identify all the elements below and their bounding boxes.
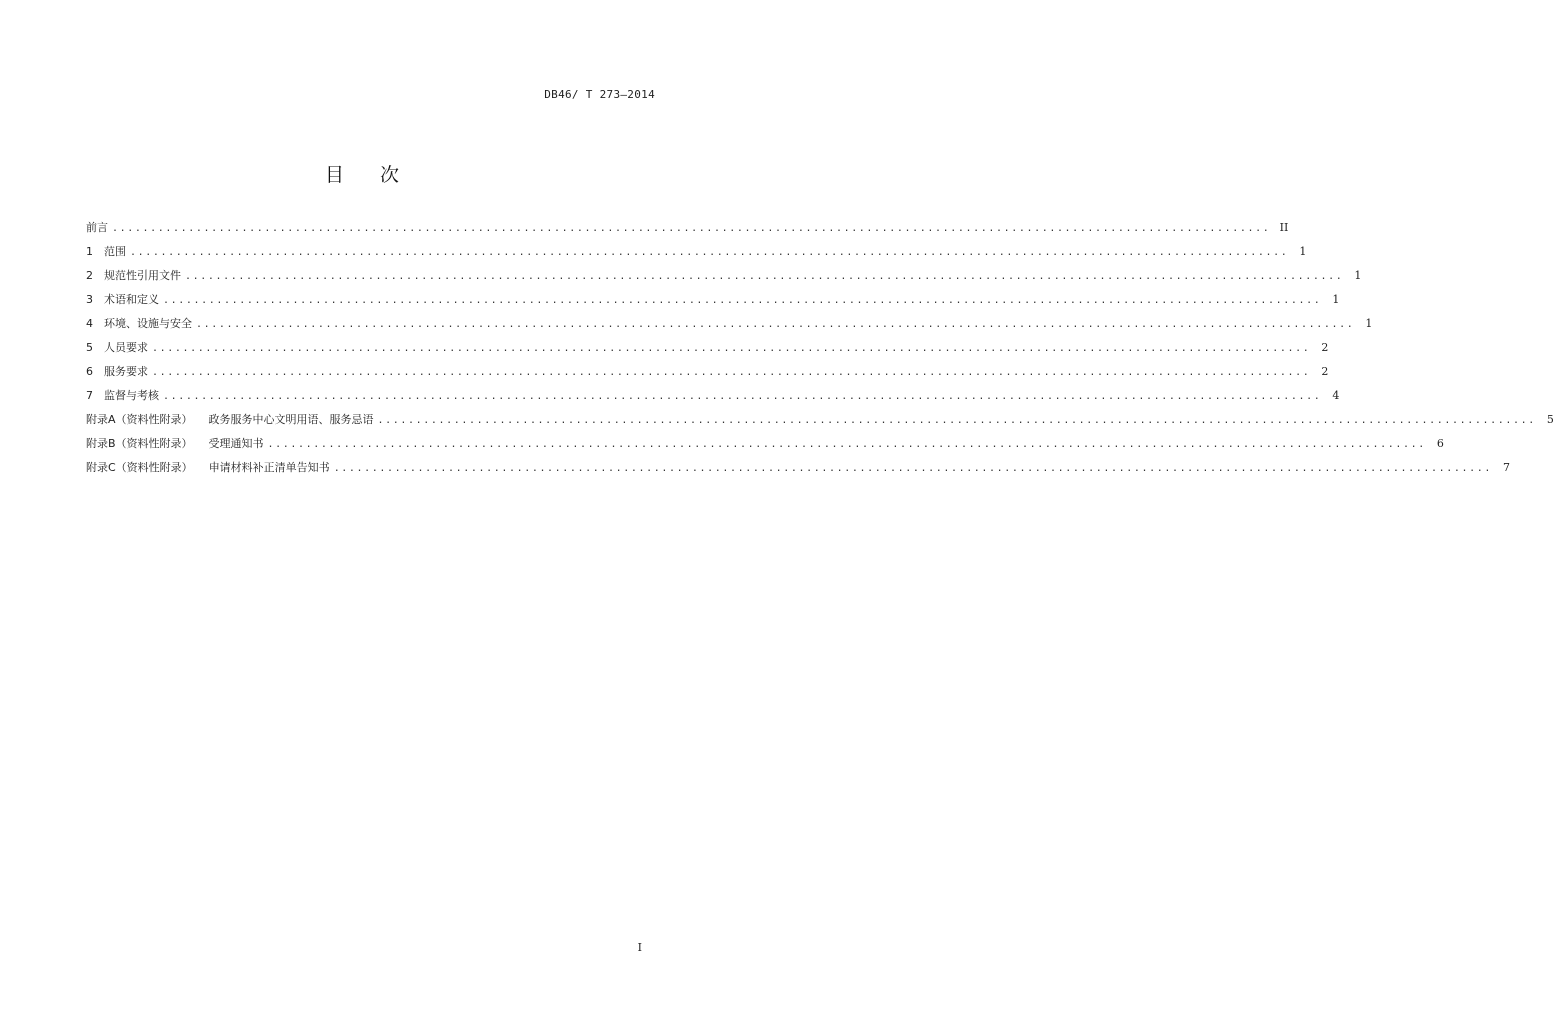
toc-leader-dots: ........................................................................................................................................................ bbox=[130, 247, 1289, 258]
toc-entry-appendix-a[interactable] bbox=[86, 408, 1554, 432]
toc-entry-page: 1 bbox=[1332, 293, 1340, 306]
toc-title-char-2: 次 bbox=[380, 164, 400, 186]
document-code: DB46/ T 273—2014 bbox=[544, 88, 655, 101]
toc-entry-appendix-b[interactable] bbox=[86, 432, 1444, 456]
toc-entry-6[interactable] bbox=[86, 360, 1329, 384]
toc-entry-page: 6 bbox=[1436, 437, 1444, 450]
toc-entry-page: 1 bbox=[1365, 317, 1373, 330]
toc-leader-dots: ........................................................................................................................................................ bbox=[377, 415, 1536, 426]
toc-title-char-1: 目 bbox=[324, 164, 344, 186]
toc-entry-label: 规范性引用文件 bbox=[104, 269, 181, 282]
toc-entry-4[interactable] bbox=[86, 312, 1373, 336]
toc-entry-number: 7 bbox=[86, 389, 93, 402]
toc-leader-dots: ........................................................................................................................................................ bbox=[196, 319, 1355, 330]
toc-entry-label: 政务服务中心文明用语、服务忌语 bbox=[208, 413, 374, 426]
toc-leader-dots: ........................................................................................................................................................ bbox=[152, 367, 1311, 378]
toc-leader-dots: ........................................................................................................................................................ bbox=[333, 463, 1493, 474]
toc-leader-dots: ........................................................................................................................................................ bbox=[152, 343, 1311, 354]
toc-leader-dots: ........................................................................................................................................................ bbox=[185, 271, 1344, 282]
toc-entry-number: 6 bbox=[86, 365, 93, 378]
toc-entry-number: 5 bbox=[86, 341, 93, 354]
toc-title bbox=[0, 160, 724, 187]
toc-entry-number: 2 bbox=[86, 269, 93, 282]
toc-leader-dots: ........................................................................................................................................................ bbox=[112, 223, 1271, 234]
toc-entry-label: 范围 bbox=[104, 245, 126, 258]
toc-entry-page: 2 bbox=[1321, 341, 1329, 354]
toc-entry-page: 4 bbox=[1332, 389, 1340, 402]
toc-entry-label: 环境、设施与安全 bbox=[104, 317, 192, 330]
toc-entry-page: 1 bbox=[1299, 245, 1307, 258]
toc-leader-dots: ........................................................................................................................................................ bbox=[163, 295, 1322, 306]
toc-appendix-tag: 附录A（资料性附录） bbox=[86, 413, 193, 426]
toc-entry-label: 人员要求 bbox=[104, 341, 148, 354]
toc-entry-7[interactable] bbox=[86, 384, 1340, 408]
toc-entry-label: 申请材料补正清单告知书 bbox=[208, 461, 330, 474]
toc-entry-3[interactable] bbox=[86, 288, 1340, 312]
toc-entry-2[interactable] bbox=[86, 264, 1362, 288]
toc-leader-dots: ........................................................................................................................................................ bbox=[163, 391, 1322, 402]
toc-entry-label: 前言 bbox=[86, 221, 108, 234]
toc-entry-page: 7 bbox=[1503, 461, 1511, 474]
toc-appendix-tag: 附录B（资料性附录） bbox=[86, 437, 193, 450]
toc-entry-label: 服务要求 bbox=[104, 365, 148, 378]
toc-entry-page: 2 bbox=[1321, 365, 1329, 378]
toc-entry-label: 监督与考核 bbox=[104, 389, 159, 402]
toc-entry-page: II bbox=[1279, 221, 1289, 234]
toc-entry-label: 受理通知书 bbox=[208, 437, 264, 450]
toc-entry-number: 1 bbox=[86, 245, 93, 258]
toc-entry-page: 5 bbox=[1546, 413, 1554, 426]
table-of-contents bbox=[86, 216, 1554, 480]
toc-entry-appendix-c[interactable] bbox=[86, 456, 1511, 480]
toc-appendix-tag: 附录C（资料性附录） bbox=[86, 461, 193, 474]
toc-entry-number: 3 bbox=[86, 293, 93, 306]
toc-entry-number: 4 bbox=[86, 317, 93, 330]
toc-entry-foreword[interactable] bbox=[86, 216, 1289, 240]
toc-entry-page: 1 bbox=[1354, 269, 1362, 282]
toc-entry-label: 术语和定义 bbox=[104, 293, 159, 306]
page-number: I bbox=[637, 941, 642, 954]
toc-entry-1[interactable] bbox=[86, 240, 1307, 264]
toc-leader-dots: ........................................................................................................................................................ bbox=[267, 439, 1426, 450]
toc-entry-5[interactable] bbox=[86, 336, 1329, 360]
